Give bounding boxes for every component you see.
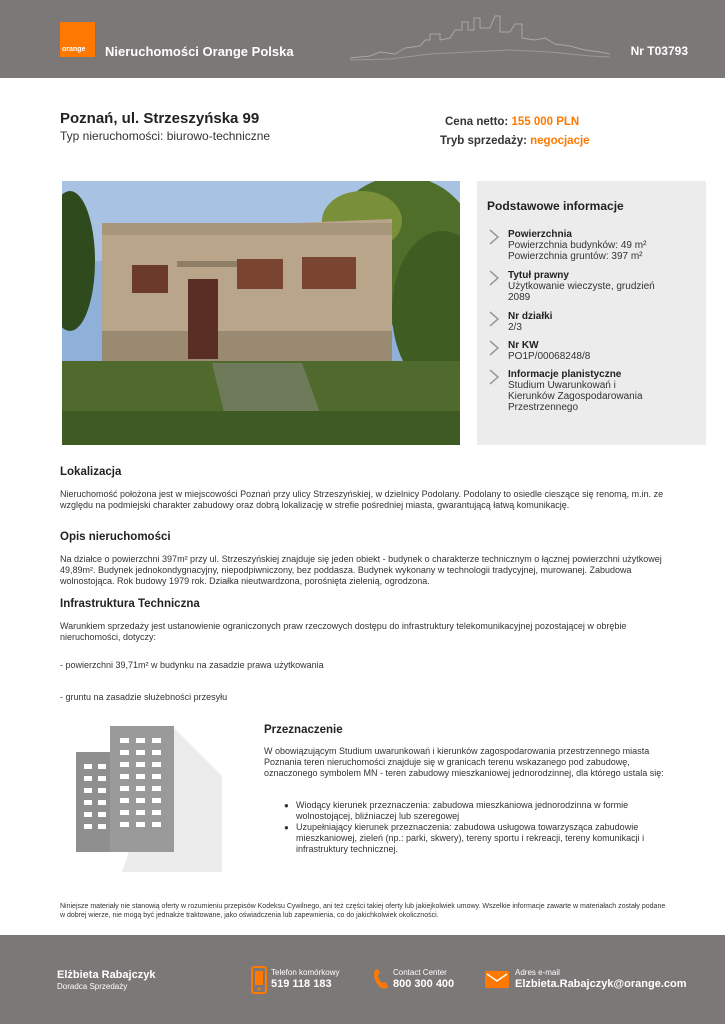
chevron-right-icon [487,311,501,327]
info-line: Studium Uwarunkowań i [508,380,616,391]
info-line: 2/3 [508,322,522,333]
infrastructure-text: Warunkiem sprzedaży jest ustanowienie ograniczonych praw rzeczowych dostępu do infrastruktury telekomunikacyjnej pozostającej w obrębie nieruchomości, dotyczy: [60,621,627,642]
page-header [0,0,725,78]
chevron-right-icon [487,270,501,286]
disclaimer: Niniejsze materiały nie stanowią oferty w rozumieniu przepisów Kodeksu Cywilnego, ani też części takiej oferty lub jakiejkolwiek umowy. Wszelkie informacje zawarte w materiałach zostały podane w dobrej wierze, nie mogą być jednakże traktowane, jako oświadczenia lub zapewnienia, co do jakichkolwiek okoliczności. [60,903,666,919]
brand-title: Nieruchomości Orange Polska [105,44,294,59]
property-title: Poznań, ul. Strzeszyńska 99 [60,110,260,127]
email-value[interactable]: Elzbieta.Rabajczyk@orange.com [515,978,687,990]
agent-role: Doradca Sprzedaży [57,982,128,991]
info-label: Powierzchnia [508,229,572,240]
info-line: Kierunków Zagospodarowania [508,391,643,402]
phone-icon [251,966,267,994]
email-label: Adres e-mail [515,968,560,977]
mobile-label: Telefon komórkowy [271,968,340,977]
orange-logo [60,22,95,57]
list-item: ● Uzupełniający kierunek przeznaczenia: zabudowa usługowa towarzysząca zabudowie mieszkaniowej, zieleń (np.: parki, skwery), tereny sportu i rekreacji, tereny komunikacji i infrastruktury technicznej. [284,822,664,855]
sale-mode-line [440,135,590,147]
info-label: Nr działki [508,311,553,322]
page-footer [0,935,725,1024]
list-item: ● Wiodący kierunek przeznaczenia: zabudowa mieszkaniowa jednorodzinna w formie wolnostojącej, bliźniaczej lub szeregowej [284,800,664,822]
agent-name: Elżbieta Rabajczyk [57,969,156,981]
description-title: Opis nieruchomości [60,531,171,543]
mobile-value[interactable]: 519 118 183 [271,978,332,990]
info-label: Tytuł prawny [508,270,569,281]
info-line: Przestrzennego [508,402,579,413]
description-text: Na działce o powierzchni 397m² przy ul. Strzeszyńskiej znajduje się jeden obiekt - budynek o charakterze technicznym o łącznej powierzchni użytkowej 49,89m². Budynek jednokondygnacyjny, niepodpiwniczony, bez poddasza. Budynek wykonany w technologii tradycyjnej, murowanej. Zabudowa wolnostojąca. Rok budowy 1979 rok. Działka nieutwardzona, porośnięta zielenią, ogrodzona. [60,554,662,586]
infrastructure-item: - gruntu na zasadzie służebności przesyłu [60,692,228,702]
info-value [508,322,698,333]
info-value [508,380,698,413]
infrastructure-item: - powierzchni 39,71m² w budynku na zasadzie prawa użytkowania [60,660,324,670]
property-photo [62,181,460,445]
location-text: Nieruchomość położona jest w miejscowości Poznań przy ulicy Strzeszyńskiej, w dzielnicy Podolany. Podolany to osiedle cieszące się renomą, m.in. ze względu na podmiejski charakter zabudowy oraz dobrą lokalizację w strefie pośredniej miasta, gwarantującą łatwą komunikację. [60,489,664,510]
info-line: Powierzchnia gruntów: 397 m² [508,251,643,262]
info-label: Nr KW [508,340,539,351]
info-value [508,351,698,362]
basic-info-panel [477,181,706,445]
chevron-right-icon [487,340,501,356]
infrastructure-title: Infrastruktura Techniczna [60,598,200,610]
location-title: Lokalizacja [60,466,122,478]
info-line: Użytkowanie wieczyste, grudzień [508,281,655,292]
price-value: 155 000 PLN [511,116,580,128]
chevron-right-icon [487,369,501,385]
contact-center-value[interactable]: 800 300 400 [393,978,455,990]
info-line: PO1P/00068248/8 [508,351,591,362]
basic-info-title: Podstawowe informacje [487,199,624,213]
logo-text: orange [62,46,86,53]
property-type: Typ nieruchomości: biurowo-techniczne [60,129,271,143]
info-line: Powierzchnia budynków: 49 m² [508,240,647,251]
sale-mode-value: negocjacje [530,135,590,147]
info-label: Informacje planistyczne [508,369,622,380]
envelope-icon [485,971,509,988]
contact-center-label: Contact Center [393,968,447,977]
sale-mode-label: Tryb sprzedaży: [440,135,531,147]
price-line [445,116,579,128]
chevron-right-icon [487,229,501,245]
info-value [508,281,698,303]
building-icon [62,722,222,872]
price-label: Cena netto: [445,116,512,128]
info-line: 2089 [508,292,531,303]
headset-icon [372,968,390,990]
purpose-list [284,800,664,855]
info-value [508,240,698,262]
purpose-text: W obowiązującym Studium uwarunkowań i kierunków zagospodarowania przestrzennego miasta Poznania teren nieruchomości znajduje się w granicach terenu wskazanego pod zabudowę, oznaczonego symbolem MN - teren zabudowy mieszkaniowej jednorodzinnej, dla którego ustala się: [264,746,664,778]
offer-number: Nr T03793 [630,44,688,58]
purpose-title: Przeznaczenie [264,724,343,736]
skyline-icon [350,10,610,70]
